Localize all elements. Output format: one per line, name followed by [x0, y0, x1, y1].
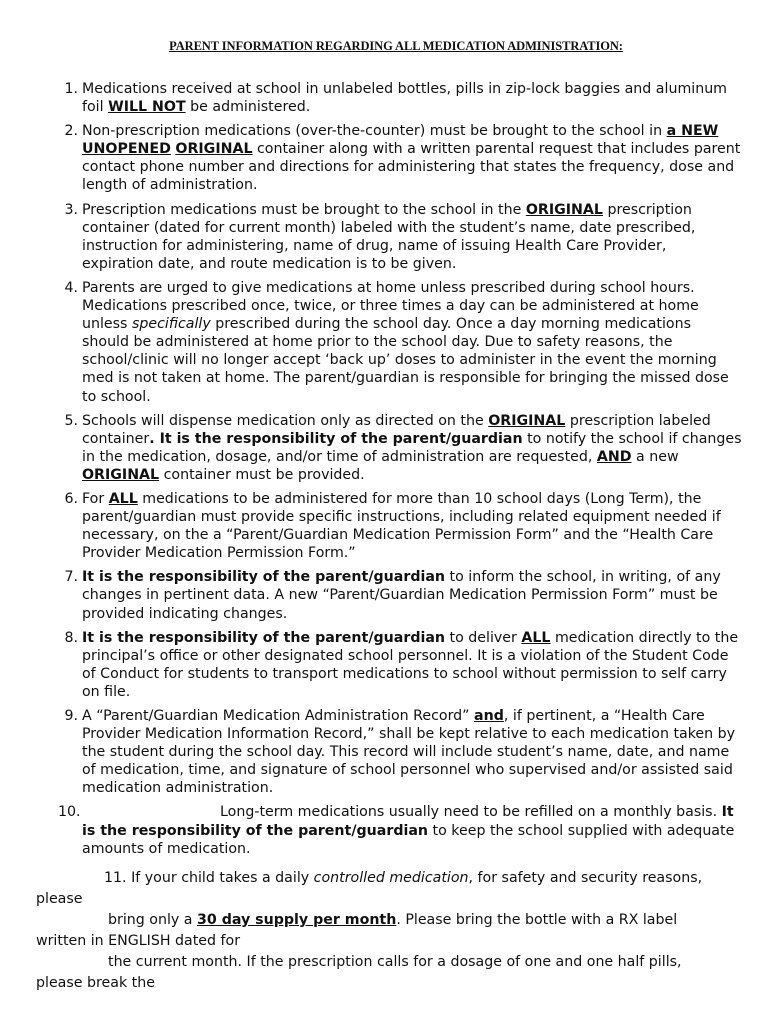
- item-text: Schools will dispense medication only as directed on the: [82, 412, 489, 429]
- emphasis-text: AND: [596, 448, 632, 465]
- text-line: written in ENGLISH dated for: [36, 933, 241, 949]
- list-item: [58, 803, 742, 857]
- item-text: a new: [631, 448, 679, 465]
- italic-text: controlled medication: [313, 870, 469, 886]
- text-line: [36, 910, 736, 931]
- emphasis-text: a NEW UNOPENED: [82, 123, 719, 158]
- item-number: 4.: [64, 279, 78, 296]
- bold-text: It is the responsibility of the parent/guardian: [82, 569, 446, 586]
- item-number: 3.: [64, 201, 78, 218]
- bold-text: It is the responsibility of the parent/guardian: [82, 804, 734, 839]
- item-text: Parents are urged to give medications at home unless prescribed during school hours. Medications prescribed once, twice, or three times a day can be administered at home unless: [82, 279, 699, 333]
- item-text: to keep the school supplied with adequate amounts of medication.: [82, 822, 735, 857]
- item-number: 11.: [104, 870, 127, 886]
- bold-text: It is the responsibility of the parent/guardian: [82, 629, 446, 646]
- item-number: 9.: [64, 708, 78, 724]
- item-text: to notify the school if changes in the medication, dosage, and/or time of administration are requested,: [82, 430, 742, 465]
- item-number: 7.: [64, 569, 78, 586]
- emphasis-text: ORIGINAL: [525, 201, 603, 218]
- emphasis-text: ALL: [108, 490, 138, 507]
- text-line: [36, 868, 736, 889]
- list-item: [64, 279, 742, 406]
- emphasis-text: and: [474, 708, 504, 724]
- item-text: For: [82, 490, 109, 507]
- item-number: 1.: [64, 81, 78, 97]
- list-item: [64, 707, 742, 797]
- list-item: [64, 412, 742, 484]
- list-item: [64, 201, 742, 273]
- medication-rules-list: [0, 80, 770, 864]
- text-line: please break the: [36, 975, 155, 991]
- list-item: [64, 568, 742, 622]
- item-text: If your child takes a daily: [126, 870, 314, 886]
- item-text: Non-prescription medications (over-the-counter) must be brought to the school in: [82, 123, 667, 140]
- item-text: container must be provided.: [159, 466, 365, 483]
- emphasis-text: ORIGINAL: [175, 141, 253, 158]
- item-text: , for safety and security reasons,: [468, 870, 703, 886]
- list-item: [64, 80, 742, 116]
- list-item: [64, 629, 742, 701]
- emphasis-text: ORIGINAL: [488, 412, 566, 429]
- text-line: the current month. If the prescription calls for a dosage of one and one half pills,: [108, 954, 682, 970]
- list-item-11: [36, 868, 736, 994]
- italic-text: specifically: [131, 316, 211, 333]
- item-text: Long-term medications usually need to be refilled on a monthly basis.: [220, 804, 722, 821]
- item-text: . Please bring the bottle with a RX label: [396, 912, 678, 928]
- list-item: [64, 122, 742, 194]
- item-text: medication directly to the principal’s office or other designated school personnel. It is a violation of the Student Code of Conduct for students to transport medications to school without permission to self carry on file.: [82, 629, 739, 700]
- item-number: 6.: [64, 490, 78, 507]
- text-line: please: [36, 891, 83, 907]
- item-text: A “Parent/Guardian Medication Administration Record”: [82, 708, 475, 724]
- item-text: prescription labeled container: [82, 412, 711, 447]
- item-text: to inform the school, in writing, of any changes in pertinent data. A new “Parent/Guardian Medication Permission Form” must be provided indicating changes.: [82, 569, 721, 622]
- item-text: Medications received at school in unlabeled bottles, pills in zip-lock baggies and aluminum foil: [82, 81, 728, 116]
- emphasis-text: ALL: [521, 629, 551, 646]
- item-number: 10.: [58, 804, 81, 821]
- item-text: medications to be administered for more than 10 school days (Long Term), the parent/guardian must provide specific instructions, including related equipment needed if necessary, on the a “Parent/Guardian Medication Permission Form” and the “Health Care Provider Medication Permission Form.”: [82, 490, 721, 562]
- item-text: container along with a written parental request that includes parent contact phone number and directions for administering that states the frequency, dose and length of administration.: [82, 141, 741, 194]
- page-title: PARENT INFORMATION REGARDING ALL MEDICATION ADMINISTRATION:: [169, 39, 623, 53]
- item-text: Prescription medications must be brought to the school in the: [82, 201, 526, 218]
- item-number: 8.: [64, 629, 78, 646]
- emphasis-text: ORIGINAL: [82, 466, 160, 483]
- emphasis-text: 30 day supply per month: [197, 912, 397, 928]
- item-number: 2.: [64, 123, 78, 140]
- bold-text: . It is the responsibility of the parent/guardian: [149, 430, 523, 447]
- item-text: bring only a: [108, 912, 198, 928]
- emphasis-text: WILL NOT: [108, 99, 186, 116]
- item-text: prescription container (dated for current month) labeled with the student’s name, date prescribed, instruction for administering, name of drug, name of issuing Health Care Provider, expiration date, and route medication is to be given.: [82, 201, 696, 272]
- item-text: prescribed during the school day. Once a day morning medications should be administered at home prior to the school day. Due to safety reasons, the school/clinic will no longer accept ‘back up’ doses to administer in the event the morning med is not taken at home. The parent/guardian is responsible for bringing the missed dose to school.: [82, 316, 729, 405]
- list-item: [64, 490, 742, 562]
- item-text: , if pertinent, a “Health Care Provider Medication Information Record,” shall be kept relative to each medication taken by the student during the school day. This record will include student’s name, date, and name of medication, time, and signature of school personnel who supervised and/or assisted said medication administration.: [82, 708, 736, 797]
- item-number: 5.: [64, 412, 78, 429]
- item-text: to deliver: [445, 629, 522, 646]
- item-text: be administered.: [185, 99, 311, 116]
